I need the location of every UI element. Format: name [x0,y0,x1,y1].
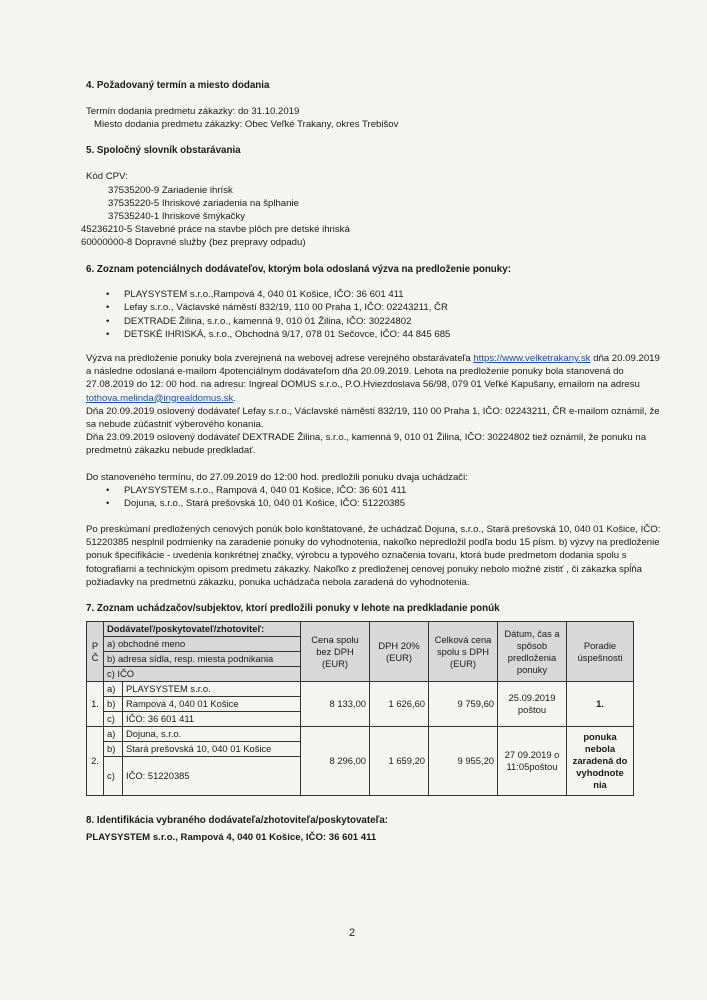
list-item: • Dojuna, s.r.o., Stará prešovská 10, 040 01 Košice, IČO: 51220385 [106,497,667,511]
list-item: • Lefay s.r.o., Václavské náměstí 832/19, 110 00 Praha 1, IČO: 02243211, ČR [106,301,667,315]
col-rank: Poradie úspešnosti [567,622,634,682]
vat-cell: 1 626,60 [370,682,429,727]
section-8-heading: 8. Identifikácia vybraného dodávateľa/zhotoviteľa/poskytovateľa: [86,815,389,827]
rank-cell: 1. [567,682,634,727]
col-supplier-a: a) obchodné meno [104,637,301,652]
email-link[interactable]: tothova.melinda@ingrealdomus.sk [86,392,234,404]
list-item: • PLAYSYSTEM s.r.o.,Rampová 4, 040 01 Košice, IČO: 36 601 411 [106,288,667,302]
section-4-heading: 4. Požadovaný termín a miesto dodania [86,80,270,91]
bidders-table: P Č Dodávateľ/poskytovateľ/zhotoviteľ: Cena spolu bez DPH (EUR) DPH 20% (EUR) Celková cena spolu s DPH (EUR) Dátum, čas a spôsob predloženia ponuky Poradie úspešnosti a) obchodné meno b) adresa sídla, resp. miesta podnikania c) IČO 1. a) PLAYSYSTEM s.r.o. 8 133,00 1 626,60 9 759,60 25.09.2019 poštou 1. b) Rampová 4, 040 01 Košice c) IČO: 36 601 411 2. a) Dojuna, s.r.o. 8 296,00 1 659,20 9 955,20 27 09.2019 o 11:05poštou ponuka nebola zaradená do vyhodnote nia b) Stará prešovská 10, 040 01 Košice c) IČO: 51220385 [86,621,634,796]
cpv-code: 37535200-9 Zariadenie ihrísk [108,184,233,196]
col-vat: DPH 20% (EUR) [370,622,429,682]
section-6-heading: 6. Zoznam potenciálnych dodávateľov, ktorým bola odoslaná výzva na predloženie ponuky: [86,263,511,275]
supplier-address: Stará prešovská 10, 040 01 Košice [123,742,301,757]
supplier-address: Rampová 4, 040 01 Košice [123,697,301,712]
rank-cell: ponuka nebola zaradená do vyhodnote nia [567,727,634,796]
section-7-heading: 7. Zoznam uchádzačov/subjektov, ktorí predložili ponuky v lehote na predkladanie ponúk [86,603,500,615]
col-supplier-b: b) adresa sídla, resp. miesta podnikania [104,652,301,667]
supplier-name: Dojuna, s.r.o. [123,727,301,742]
list-item: • DEXTRADE Žilina, s.r.o., kamenná 9, 010 01 Žilina, IČO: 30224802 [106,315,667,329]
row-number: 2. [87,727,104,796]
table-header-row [87,622,634,637]
selected-supplier: PLAYSYSTEM s.r.o., Rampová 4, 040 01 Košice, IČO: 36 601 411 [86,832,377,844]
col-pc: P Č [87,622,104,682]
evaluation-paragraph: Po preskúmaní predložených cenových ponúk bolo konštatované, že uchádzač Dojuna, s.r.o., Stará prešovská 10, 040 01 Košice, IČO: 51220385 nesplnil podmienky na zaradenie ponuky do vyhodnotenia, nakoľko nepredložil podľa bodu 15 písm. b) výzvy na predloženie ponuk špecifikácie - uvedenia konkrétnej značky, výrobcu a typového označenia tovaru, ktorá bude predmetom dodania spolu s fotografiami a technickým opisom predmetu zákazky. Nakoľko z predloženej cenovej ponuky nebolo možné zistiť , či zákazka spĺňa požiadavky na predmetnú zákazku, ponuka uchádzača nebola zaradená do vyhodnotenia. [86,524,661,588]
col-supplier-title: Dodávateľ/poskytovateľ/zhotoviteľ: [104,622,301,637]
date-cell: 25.09.2019 poštou [498,682,567,727]
supplier-name: PLAYSYSTEM s.r.o. [123,682,301,697]
price-cell: 8 133,00 [301,682,370,727]
price-cell: 8 296,00 [301,727,370,796]
supplier-ico: IČO: 51220385 [123,757,301,796]
col-date: Dátum, čas a spôsob predloženia ponuky [498,622,567,682]
vat-cell: 1 659,20 [370,727,429,796]
section-5-heading: 5. Spoločný slovník obstarávania [86,145,241,157]
dextrade-paragraph: Dňa 23.09.2019 oslovený dodávateľ DEXTRADE Žilina, s.r.o., kamenná 9, 010 01 Žilina, IČO: 30224802 tiež oznámil, že ponuku na predmetnú zákazku nebude predkladať. [86,432,647,457]
total-cell: 9 955,20 [429,727,498,796]
website-link[interactable]: https://www.velketrakany.sk [473,353,591,364]
cpv-code: 60000000-8 Dopravné služby (bez prepravy odpadu) [81,237,306,249]
table-row: 2. a) Dojuna, s.r.o. 8 296,00 1 659,20 9 955,20 27 09.2019 o 11:05poštou ponuka nebola zaradená do vyhodnote nia [87,727,634,742]
bidder-list [86,484,667,511]
invitation-paragraph: Výzva na predloženie ponuky bola zverejnená na webovej adrese verejného obstarávateľa https://www.velketrakany.sk dňa 20.09.2019 a následne odoslaná e-mailom 4potenciálnym dodávateľom dňa 20.09.2019. Lehota na predloženie ponuky bola stanovená do 27.08.2019 do 12: 00 hod. na adresu: Ingreal DOMUS s.r.o., P.O.Hviezdoslava 56/98, 079 01 Veľké Kapušany, emailom na adresu tothova.melinda@ingrealdomus.sk. [86,353,660,404]
supplier-list [86,288,667,342]
row-number: 1. [87,682,104,727]
total-cell: 9 759,60 [429,682,498,727]
col-price: Cena spolu bez DPH (EUR) [301,622,370,682]
table-row: 1. a) PLAYSYSTEM s.r.o. 8 133,00 1 626,60 9 759,60 25.09.2019 poštou 1. [87,682,634,697]
delivery-date: Termín dodania predmetu zákazky: do 31.10.2019 [86,106,300,117]
delivery-place: Miesto dodania predmetu zákazky: Obec Veľké Trakany, okres Trebišov [94,119,399,131]
supplier-ico: IČO: 36 601 411 [123,712,301,727]
lefay-paragraph: Dňa 20.09.2019 oslovený dodávateľ Lefay s.r.o., Václavské náměstí 832/19, 110 00 Praha 1, IČO: 02243211, ČR e-mailom oznámil, že sa nebude zúčastniť výberového konania. [86,405,660,431]
bidders-intro: Do stanoveného termínu, do 27.09.2019 do 12:00 hod. predložili ponuku dvaja uchádzači: [86,471,468,483]
list-item: • DETSKÉ IHRISKÁ, s.r.o., Obchodná 9/17, 078 01 Sečovce, IČO: 44 845 685 [106,328,667,342]
col-supplier-c: c) IČO [104,667,301,682]
cpv-code: 37535240-1 Ihriskové šmýkačky [108,211,246,223]
cpv-label: Kód CPV: [86,171,128,183]
col-total: Celková cena spolu s DPH (EUR) [429,622,498,682]
cpv-code: 45236210-5 Stavebné práce na stavbe plôch pre detské ihriská [81,224,350,236]
list-item: • PLAYSYSTEM s.r.o., Rampová 4, 040 01 Košice, IČO: 36 601 411 [106,484,667,498]
page-number: 2 [349,927,356,939]
date-cell: 27 09.2019 o 11:05poštou [498,727,567,796]
cpv-code: 37535220-5 Ihriskové zariadenia na šplhanie [108,197,299,209]
